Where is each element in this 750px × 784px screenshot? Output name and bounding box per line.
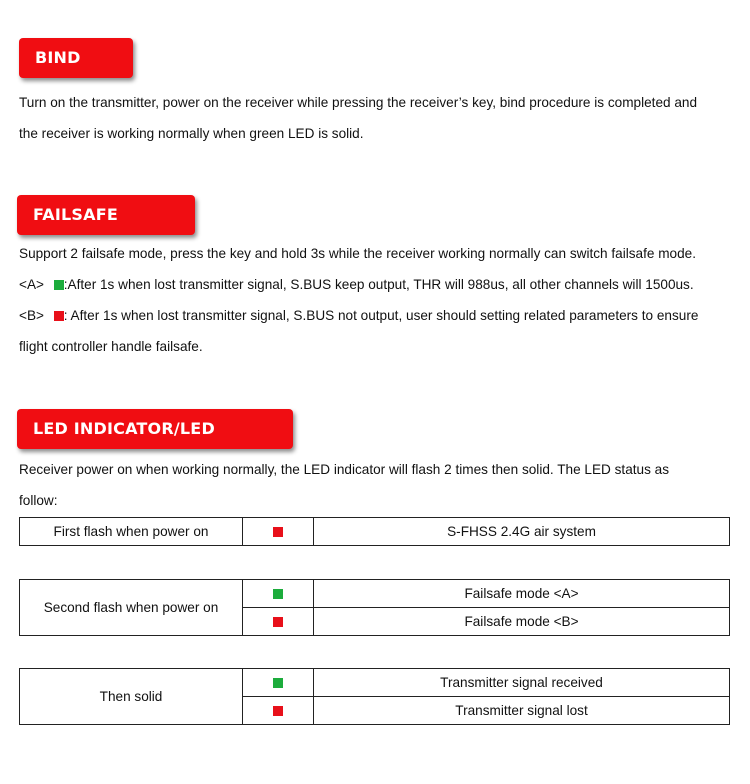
table-row bbox=[20, 669, 730, 697]
event-cell: First flash when power on bbox=[20, 518, 243, 546]
red-led-icon bbox=[54, 311, 64, 321]
mode-b-text: : After 1s when lost transmitter signal, S.BUS not output, user should setting related parameters to ensure bbox=[63, 308, 699, 323]
event-cell: Second flash when power on bbox=[20, 580, 243, 636]
bind-text-line-2: the receiver is working normally when green LED is solid. bbox=[19, 126, 364, 141]
failsafe-mode-b bbox=[19, 308, 698, 324]
led-table-second-flash bbox=[19, 579, 730, 636]
green-led-icon bbox=[273, 678, 283, 688]
mode-a-text: :After 1s when lost transmitter signal, S.BUS keep output, THR will 988us, all other channels will 1500us. bbox=[63, 277, 694, 292]
led-color-cell bbox=[243, 518, 314, 546]
led-table-then-solid bbox=[19, 668, 730, 725]
led-color-cell bbox=[243, 697, 314, 725]
red-led-icon bbox=[273, 706, 283, 716]
green-led-icon bbox=[54, 280, 64, 290]
red-led-icon bbox=[273, 617, 283, 627]
status-cell: Failsafe mode <B> bbox=[314, 608, 730, 636]
status-cell: Transmitter signal received bbox=[314, 669, 730, 697]
led-text-line-2: follow: bbox=[19, 493, 58, 508]
mode-b-label: <B> bbox=[19, 308, 44, 323]
status-cell: Failsafe mode <A> bbox=[314, 580, 730, 608]
bind-header: BIND bbox=[19, 38, 133, 78]
led-table-first-flash bbox=[19, 517, 730, 546]
failsafe-mode-a bbox=[19, 277, 694, 293]
event-cell: Then solid bbox=[20, 669, 243, 725]
failsafe-text-line-1: Support 2 failsafe mode, press the key and hold 3s while the receiver working normally can switch failsafe mode. bbox=[19, 246, 697, 261]
status-cell: Transmitter signal lost bbox=[314, 697, 730, 725]
led-color-cell bbox=[243, 669, 314, 697]
led-color-cell bbox=[243, 608, 314, 636]
green-led-icon bbox=[273, 589, 283, 599]
led-text-line-1: Receiver power on when working normally, the LED indicator will flash 2 times then solid. The LED status as bbox=[19, 462, 670, 477]
table-row bbox=[20, 518, 730, 546]
table-row bbox=[20, 580, 730, 608]
red-led-icon bbox=[273, 527, 283, 537]
led-header: LED INDICATOR/LED bbox=[17, 409, 293, 449]
failsafe-mode-b-line-2: flight controller handle failsafe. bbox=[19, 339, 203, 354]
led-color-cell bbox=[243, 580, 314, 608]
status-cell: S-FHSS 2.4G air system bbox=[314, 518, 730, 546]
bind-text-line-1: Turn on the transmitter, power on the receiver while pressing the receiver’s key, bind procedure is completed and bbox=[19, 95, 698, 110]
mode-a-label: <A> bbox=[19, 277, 44, 292]
failsafe-header: FAILSAFE bbox=[17, 195, 195, 235]
